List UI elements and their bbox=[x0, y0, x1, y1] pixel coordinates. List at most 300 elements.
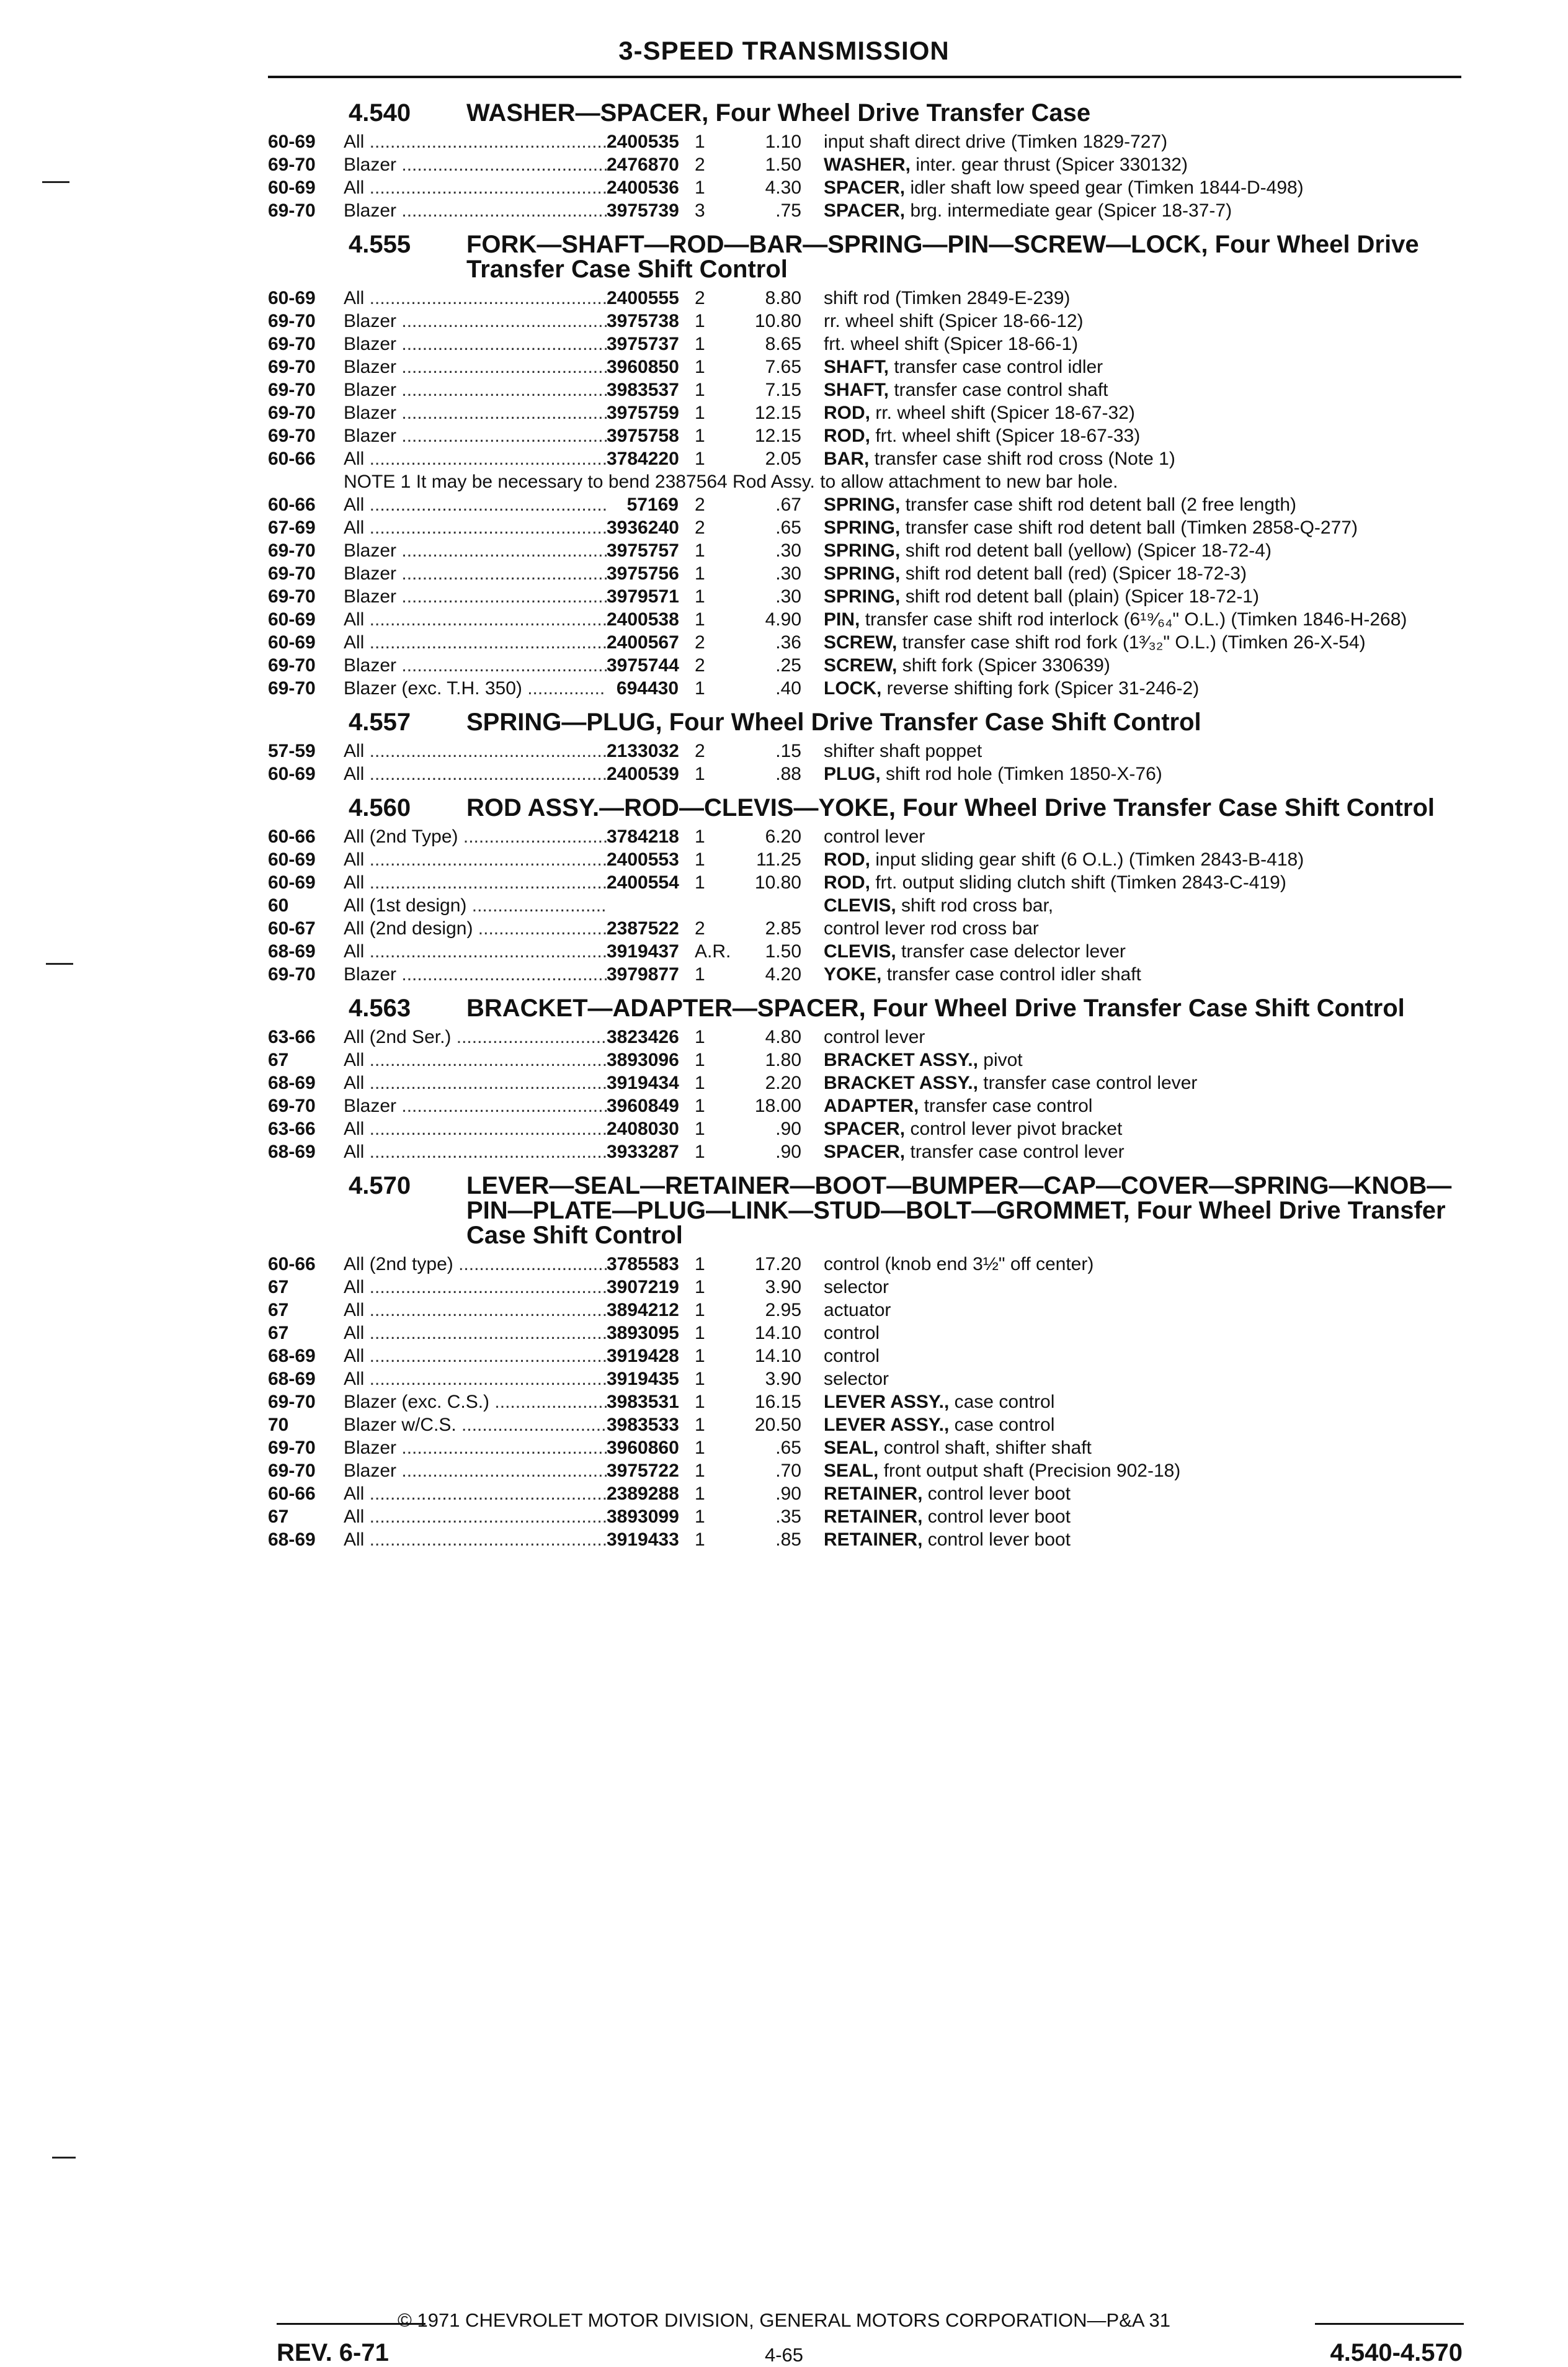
part-row bbox=[268, 1094, 1461, 1117]
model: All ..... bbox=[344, 848, 607, 871]
part-number: 3975739 bbox=[607, 200, 679, 221]
part-number: 3784220 bbox=[607, 449, 679, 469]
quantity: 1 bbox=[695, 563, 705, 584]
price: 2.05 bbox=[765, 449, 801, 469]
description-text: shift fork (Spicer 330639) bbox=[902, 655, 1110, 676]
part-row bbox=[268, 1436, 1461, 1459]
model-years: 69-70 bbox=[268, 1461, 316, 1481]
description bbox=[801, 378, 1461, 401]
model: Blazer ..... bbox=[344, 333, 607, 356]
description-lead: ROD, bbox=[824, 426, 870, 446]
price: .90 bbox=[775, 1119, 801, 1139]
part-row bbox=[268, 153, 1461, 176]
description-lead: SPRING, bbox=[824, 586, 901, 607]
section-number: 4.563 bbox=[349, 995, 411, 1022]
price: 4.20 bbox=[765, 964, 801, 985]
section-range: 4.540-4.570 bbox=[1330, 2339, 1463, 2366]
price: 4.80 bbox=[765, 1027, 801, 1047]
model-years: 60-69 bbox=[268, 177, 316, 198]
description-lead: BRACKET ASSY., bbox=[824, 1073, 978, 1093]
part-number: 3919434 bbox=[607, 1073, 679, 1093]
model: All ..... bbox=[344, 940, 607, 963]
model: All ..... bbox=[344, 608, 607, 631]
quantity: 1 bbox=[695, 1323, 705, 1343]
description bbox=[801, 677, 1461, 700]
description bbox=[801, 516, 1461, 539]
model: Blazer ..... bbox=[344, 1436, 607, 1459]
price: 3.90 bbox=[765, 1369, 801, 1389]
margin-mark bbox=[42, 181, 69, 183]
part-number: 3893095 bbox=[607, 1323, 679, 1343]
model-years: 69-70 bbox=[268, 1096, 316, 1116]
model-years: 67 bbox=[268, 1506, 289, 1527]
model: Blazer ..... bbox=[344, 378, 607, 401]
description bbox=[801, 176, 1461, 199]
revision-label: REV. 6-71 bbox=[277, 2339, 389, 2366]
description-text: selector bbox=[824, 1277, 889, 1297]
description-lead: ADAPTER, bbox=[824, 1096, 919, 1116]
description-text: inter. gear thrust (Spicer 330132) bbox=[915, 154, 1188, 175]
section-heading bbox=[349, 996, 1461, 1021]
part-number: 694430 bbox=[616, 678, 679, 699]
quantity: 1 bbox=[695, 678, 705, 699]
price: .40 bbox=[775, 678, 801, 699]
part-number: 3823426 bbox=[607, 1027, 679, 1047]
model-years: 69-70 bbox=[268, 540, 316, 561]
model: All ..... bbox=[344, 1505, 607, 1528]
part-row bbox=[268, 493, 1461, 516]
price: .15 bbox=[775, 741, 801, 761]
description bbox=[801, 1413, 1461, 1436]
model-years: 60 bbox=[268, 895, 289, 916]
description bbox=[801, 1482, 1461, 1505]
description bbox=[801, 1094, 1461, 1117]
part-row bbox=[268, 516, 1461, 539]
part-row bbox=[268, 1413, 1461, 1436]
description-text: control lever bbox=[824, 826, 925, 847]
model-years: 60-69 bbox=[268, 632, 316, 653]
price: 6.20 bbox=[765, 826, 801, 847]
price: 14.10 bbox=[754, 1346, 801, 1366]
model-years: 68-69 bbox=[268, 1073, 316, 1093]
model: Blazer ..... bbox=[344, 356, 607, 378]
description-lead: SPRING, bbox=[824, 540, 901, 561]
description-text: input shaft direct drive (Timken 1829-727) bbox=[824, 132, 1168, 152]
model: Blazer ..... bbox=[344, 585, 607, 608]
model: All ..... bbox=[344, 1322, 607, 1345]
quantity: 1 bbox=[695, 1073, 705, 1093]
quantity bbox=[679, 894, 734, 917]
part-row bbox=[268, 917, 1461, 940]
price: 4.30 bbox=[765, 177, 801, 198]
part-row bbox=[268, 130, 1461, 153]
quantity: 1 bbox=[695, 872, 705, 893]
model: All ..... bbox=[344, 1049, 607, 1072]
description-lead: SPACER, bbox=[824, 200, 906, 221]
description-lead: ROD, bbox=[824, 872, 870, 893]
part-row bbox=[268, 1026, 1461, 1049]
description bbox=[801, 1367, 1461, 1390]
price: 1.50 bbox=[765, 941, 801, 962]
part-number: 2389288 bbox=[607, 1483, 679, 1504]
description-text: control bbox=[824, 1346, 880, 1366]
part-number: 3983531 bbox=[607, 1392, 679, 1412]
description-lead: SPACER, bbox=[824, 1142, 906, 1162]
description-lead: RETAINER, bbox=[824, 1506, 923, 1527]
quantity: 2 bbox=[695, 288, 705, 308]
description-text: brg. intermediate gear (Spicer 18-37-7) bbox=[910, 200, 1232, 221]
description-text: control lever boot bbox=[927, 1506, 1071, 1527]
model-years: 60-69 bbox=[268, 132, 316, 152]
description-text: transfer case delector lever bbox=[901, 941, 1126, 962]
model: Blazer ..... bbox=[344, 153, 607, 176]
quantity: 1 bbox=[695, 1346, 705, 1366]
description-text: frt. wheel shift (Spicer 18-67-33) bbox=[875, 426, 1141, 446]
price: 8.80 bbox=[765, 288, 801, 308]
description-text: transfer case shift rod cross (Note 1) bbox=[874, 449, 1175, 469]
description-text: control shaft, shifter shaft bbox=[883, 1438, 1092, 1458]
model: Blazer w/C.S. ..... bbox=[344, 1413, 607, 1436]
description bbox=[801, 608, 1461, 631]
description bbox=[801, 562, 1461, 585]
model: Blazer ..... bbox=[344, 199, 607, 222]
description bbox=[801, 1345, 1461, 1367]
description bbox=[801, 130, 1461, 153]
quantity: 1 bbox=[695, 1461, 705, 1481]
model-years: 68-69 bbox=[268, 1142, 316, 1162]
quantity: 1 bbox=[695, 357, 705, 377]
part-row bbox=[268, 894, 1461, 917]
description-text: transfer case control lever bbox=[910, 1142, 1125, 1162]
model: Blazer ..... bbox=[344, 654, 607, 677]
part-number: 3894212 bbox=[607, 1300, 679, 1320]
quantity: 1 bbox=[695, 1277, 705, 1297]
description-lead: ROD, bbox=[824, 849, 870, 870]
part-row bbox=[268, 1345, 1461, 1367]
model: All ..... bbox=[344, 1140, 607, 1163]
price: 14.10 bbox=[754, 1323, 801, 1343]
part-number: 2400538 bbox=[607, 609, 679, 630]
price: .30 bbox=[775, 563, 801, 584]
description-lead: BAR, bbox=[824, 449, 870, 469]
section-number: 4.570 bbox=[349, 1172, 411, 1199]
model-years: 69-70 bbox=[268, 964, 316, 985]
model: All (1st design) ..... bbox=[344, 894, 607, 917]
description-text: idler shaft low speed gear (Timken 1844-D-498) bbox=[910, 177, 1304, 198]
part-number: 2400554 bbox=[607, 872, 679, 893]
margin-mark bbox=[52, 2157, 76, 2159]
part-number: 3907219 bbox=[607, 1277, 679, 1297]
description bbox=[801, 539, 1461, 562]
part-row bbox=[268, 310, 1461, 333]
part-number bbox=[607, 894, 679, 917]
price: .88 bbox=[775, 764, 801, 784]
description bbox=[801, 1049, 1461, 1072]
description bbox=[801, 1436, 1461, 1459]
model-years: 69-70 bbox=[268, 655, 316, 676]
price: .90 bbox=[775, 1142, 801, 1162]
part-number: 3975757 bbox=[607, 540, 679, 561]
part-number: 2408030 bbox=[607, 1119, 679, 1139]
description-lead: SEAL, bbox=[824, 1461, 879, 1481]
quantity: 1 bbox=[695, 403, 705, 423]
description-lead: SCREW, bbox=[824, 632, 898, 653]
part-row bbox=[268, 608, 1461, 631]
section bbox=[268, 710, 1461, 785]
description-lead: SCREW, bbox=[824, 655, 898, 676]
description-text: case control bbox=[954, 1392, 1055, 1412]
model: All ..... bbox=[344, 1367, 607, 1390]
description-text: control lever pivot bracket bbox=[910, 1119, 1123, 1139]
description bbox=[801, 356, 1461, 378]
description-lead: PLUG, bbox=[824, 764, 881, 784]
part-row bbox=[268, 539, 1461, 562]
model: Blazer ..... bbox=[344, 562, 607, 585]
description-lead: RETAINER, bbox=[824, 1483, 923, 1504]
quantity: 1 bbox=[695, 1300, 705, 1320]
model: All ..... bbox=[344, 1482, 607, 1505]
header-rule bbox=[268, 76, 1461, 78]
model-years: 57-59 bbox=[268, 741, 316, 761]
part-row bbox=[268, 1482, 1461, 1505]
model: Blazer ..... bbox=[344, 1094, 607, 1117]
part-row bbox=[268, 1117, 1461, 1140]
margin-mark bbox=[46, 963, 73, 965]
description-lead: CLEVIS, bbox=[824, 895, 896, 916]
description bbox=[801, 153, 1461, 176]
page-number: 4-65 bbox=[764, 2344, 804, 2366]
description-lead: SHAFT, bbox=[824, 357, 889, 377]
model: All ..... bbox=[344, 1276, 607, 1299]
model-years: 67 bbox=[268, 1323, 289, 1343]
description bbox=[801, 310, 1461, 333]
description bbox=[801, 917, 1461, 940]
description bbox=[801, 740, 1461, 763]
description bbox=[801, 654, 1461, 677]
model-years: 68-69 bbox=[268, 1346, 316, 1366]
part-number: 3919435 bbox=[607, 1369, 679, 1389]
price: 1.80 bbox=[765, 1050, 801, 1070]
description bbox=[801, 1026, 1461, 1049]
quantity: 1 bbox=[695, 1254, 705, 1274]
description bbox=[801, 871, 1461, 894]
price: 1.50 bbox=[765, 154, 801, 175]
part-row bbox=[268, 654, 1461, 677]
description-text: transfer case control shaft bbox=[894, 380, 1108, 400]
part-row bbox=[268, 1459, 1461, 1482]
description-lead: RETAINER, bbox=[824, 1529, 923, 1550]
model-years: 67 bbox=[268, 1277, 289, 1297]
section-title: ROD ASSY.—ROD—CLEVIS—YOKE, Four Wheel Drive Transfer Case Shift Control bbox=[466, 794, 1435, 821]
quantity: 1 bbox=[695, 426, 705, 446]
description-text: control lever boot bbox=[927, 1529, 1071, 1550]
part-number: 3983537 bbox=[607, 380, 679, 400]
quantity: 1 bbox=[695, 132, 705, 152]
price: .85 bbox=[775, 1529, 801, 1550]
price: 7.65 bbox=[765, 357, 801, 377]
part-row bbox=[268, 562, 1461, 585]
part-row bbox=[268, 631, 1461, 654]
description-text: input sliding gear shift (6 O.L.) (Timken 2843-B-418) bbox=[875, 849, 1304, 870]
model-years: 60-66 bbox=[268, 494, 316, 515]
description-text: shift rod hole (Timken 1850-X-76) bbox=[886, 764, 1162, 784]
description bbox=[801, 848, 1461, 871]
part-row bbox=[268, 848, 1461, 871]
price: .35 bbox=[775, 1506, 801, 1527]
section-heading bbox=[349, 795, 1461, 820]
description-lead: SPRING, bbox=[824, 563, 901, 584]
description-lead: SPACER, bbox=[824, 1119, 906, 1139]
price: 18.00 bbox=[754, 1096, 801, 1116]
description-text: rr. wheel shift (Spicer 18-66-12) bbox=[824, 311, 1084, 331]
model-years: 63-66 bbox=[268, 1119, 316, 1139]
description-text: control lever boot bbox=[927, 1483, 1071, 1504]
quantity: 1 bbox=[695, 1027, 705, 1047]
model-years: 67 bbox=[268, 1050, 289, 1070]
model: All ..... bbox=[344, 493, 607, 516]
part-row bbox=[268, 401, 1461, 424]
description bbox=[801, 493, 1461, 516]
quantity: 1 bbox=[695, 1483, 705, 1504]
part-number: 3960849 bbox=[607, 1096, 679, 1116]
quantity: 1 bbox=[695, 449, 705, 469]
model: All ..... bbox=[344, 176, 607, 199]
part-row bbox=[268, 763, 1461, 785]
part-row bbox=[268, 447, 1461, 470]
quantity: 1 bbox=[695, 1369, 705, 1389]
part-number: 3979571 bbox=[607, 586, 679, 607]
price: .30 bbox=[775, 540, 801, 561]
quantity: 2 bbox=[695, 655, 705, 676]
model-years: 60-66 bbox=[268, 826, 316, 847]
section-number: 4.540 bbox=[349, 99, 411, 127]
quantity: 1 bbox=[695, 1529, 705, 1550]
price: 2.20 bbox=[765, 1073, 801, 1093]
quantity: 1 bbox=[695, 334, 705, 354]
description bbox=[801, 585, 1461, 608]
part-row bbox=[268, 1276, 1461, 1299]
part-number: 2400539 bbox=[607, 764, 679, 784]
description-text: control lever bbox=[824, 1027, 925, 1047]
part-row bbox=[268, 199, 1461, 222]
description-text: selector bbox=[824, 1369, 889, 1389]
description-text: reverse shifting fork (Spicer 31-246-2) bbox=[886, 678, 1200, 699]
model-years: 60-69 bbox=[268, 872, 316, 893]
quantity: 1 bbox=[695, 311, 705, 331]
part-number: 2400555 bbox=[607, 288, 679, 308]
part-number: 3983533 bbox=[607, 1415, 679, 1435]
model: Blazer ..... bbox=[344, 424, 607, 447]
description-text: control (knob end 3½" off center) bbox=[824, 1254, 1094, 1274]
quantity: 2 bbox=[695, 918, 705, 939]
quantity: 1 bbox=[695, 1506, 705, 1527]
description bbox=[801, 1390, 1461, 1413]
quantity: 1 bbox=[695, 964, 705, 985]
part-number: 2400535 bbox=[607, 132, 679, 152]
part-row bbox=[268, 1072, 1461, 1094]
description-text: case control bbox=[954, 1415, 1055, 1435]
model-years: 69-70 bbox=[268, 1438, 316, 1458]
quantity: 1 bbox=[695, 380, 705, 400]
description-text: transfer case control bbox=[924, 1096, 1093, 1116]
part-number: 3893099 bbox=[607, 1506, 679, 1527]
description-lead: SEAL, bbox=[824, 1438, 879, 1458]
part-number: 3893096 bbox=[607, 1050, 679, 1070]
description bbox=[801, 1117, 1461, 1140]
part-number: 2476870 bbox=[607, 154, 679, 175]
model-years: 67-69 bbox=[268, 517, 316, 538]
model: All ..... bbox=[344, 516, 607, 539]
description-lead: WASHER, bbox=[824, 154, 911, 175]
part-row bbox=[268, 378, 1461, 401]
part-row bbox=[268, 871, 1461, 894]
part-row bbox=[268, 1322, 1461, 1345]
description bbox=[801, 1528, 1461, 1551]
description-text: front output shaft (Precision 902-18) bbox=[883, 1461, 1181, 1481]
part-number: 3919433 bbox=[607, 1529, 679, 1550]
copyright: © 1971 CHEVROLET MOTOR DIVISION, GENERAL MOTORS CORPORATION—P&A 31 bbox=[398, 2309, 1170, 2331]
part-number: 3919437 bbox=[607, 941, 679, 962]
description-lead: LOCK, bbox=[824, 678, 882, 699]
part-number: 3975744 bbox=[607, 655, 679, 676]
description-lead: SHAFT, bbox=[824, 380, 889, 400]
part-row bbox=[268, 1253, 1461, 1276]
description bbox=[801, 333, 1461, 356]
model-years: 60-67 bbox=[268, 918, 316, 939]
quantity: 1 bbox=[695, 1050, 705, 1070]
description-text: shifter shaft poppet bbox=[824, 741, 982, 761]
price: 10.80 bbox=[754, 872, 801, 893]
quantity: 3 bbox=[695, 200, 705, 221]
price: 4.90 bbox=[765, 609, 801, 630]
price: .65 bbox=[775, 1438, 801, 1458]
part-row bbox=[268, 1390, 1461, 1413]
price: 2.95 bbox=[765, 1300, 801, 1320]
description-lead: ROD, bbox=[824, 403, 870, 423]
section-title: WASHER—SPACER, Four Wheel Drive Transfer Case bbox=[466, 99, 1091, 127]
quantity: 1 bbox=[695, 826, 705, 847]
price: .25 bbox=[775, 655, 801, 676]
part-row bbox=[268, 424, 1461, 447]
part-number: 3960850 bbox=[607, 357, 679, 377]
model-years: 68-69 bbox=[268, 1369, 316, 1389]
description bbox=[801, 1072, 1461, 1094]
model: Blazer ..... bbox=[344, 539, 607, 562]
model: Blazer (exc. C.S.) ..... bbox=[344, 1390, 607, 1413]
section bbox=[268, 996, 1461, 1163]
quantity: 1 bbox=[695, 1415, 705, 1435]
model-years: 69-70 bbox=[268, 380, 316, 400]
description bbox=[801, 825, 1461, 848]
section-number: 4.555 bbox=[349, 231, 411, 258]
quantity: 1 bbox=[695, 540, 705, 561]
part-number: 3975756 bbox=[607, 563, 679, 584]
part-row bbox=[268, 1049, 1461, 1072]
model-years: 60-66 bbox=[268, 1254, 316, 1274]
model: Blazer ..... bbox=[344, 1459, 607, 1482]
part-number: 3979877 bbox=[607, 964, 679, 985]
section-heading bbox=[349, 1173, 1461, 1248]
description-lead: YOKE, bbox=[824, 964, 882, 985]
description bbox=[801, 287, 1461, 310]
quantity: 1 bbox=[695, 1438, 705, 1458]
page-title: 3-SPEED TRANSMISSION bbox=[618, 36, 950, 65]
description-text: transfer case control idler shaft bbox=[886, 964, 1141, 985]
part-number: 3785583 bbox=[607, 1254, 679, 1274]
section-title: SPRING—PLUG, Four Wheel Drive Transfer Case Shift Control bbox=[466, 709, 1201, 736]
quantity: 2 bbox=[695, 517, 705, 538]
part-row bbox=[268, 1505, 1461, 1528]
